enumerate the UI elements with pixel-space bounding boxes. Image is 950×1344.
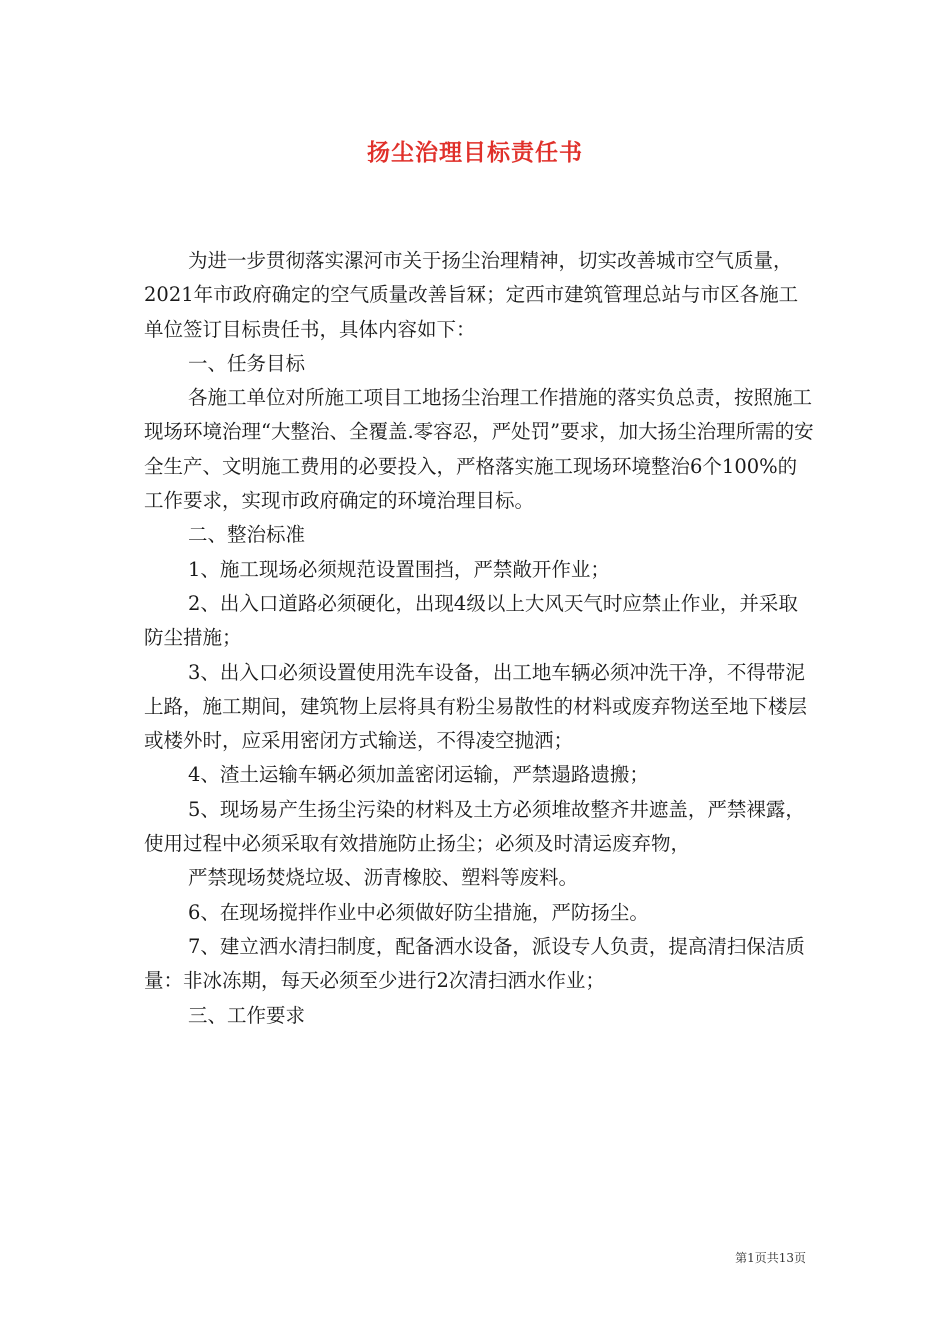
standard-item-6: 6、在现场搅拌作业中必须做好防尘措施，严防扬尘。: [188, 900, 649, 924]
page-number-footer: 第1页共13页: [735, 1251, 806, 1265]
document-title: 扬尘治理目标责任书: [367, 139, 583, 166]
section-heading-requirements: 三、工作要求: [188, 1003, 306, 1027]
standard-item-5: 5、现场易产生扬尘污染的材料及土方必须堆故整齐井遮盖，严禁裸露，使用过程中必须采取有效措施防止扬尘；必须及时清运废弃物，: [144, 797, 805, 856]
section-heading-standards: 二、整治标准: [188, 523, 306, 547]
standard-item-2: 2、出入口道路必须硬化，出现4级以上大风天气时应禁止作业，并采取防尘措施；: [144, 591, 798, 650]
document-body: [144, 244, 814, 1033]
standard-item-5-continued: 严禁现场焚烧垃圾、沥青橡胶、塑料等废料。: [188, 866, 579, 890]
section-heading-task-goal: 一、任务目标: [188, 351, 306, 375]
standard-item-1: 1、施工现场必须规范设置围挡，严禁敞开作业；: [188, 557, 610, 581]
standard-item-7: 7、建立洒水清扫制度，配备洒水设备，派设专人负责，提高清扫保洁质量：非冰冻期，每天必须至少进行2次清扫洒水作业；: [144, 934, 805, 993]
standard-item-3: 3、出入口必须设置使用洗车设备，出工地车辆必须冲洗干净，不得带泥上路，施工期间，建筑物上层将具有粉尘易散性的材料或废弃物送至地下楼层或楼外时，应采用密闭方式输送，不得凌空抛洒；: [144, 660, 808, 753]
standard-item-4: 4、渣土运输车辆必须加盖密闭运输，严禁遢路遗搬；: [188, 763, 649, 787]
task-goal-paragraph: 各施工单位对所施工项目工地扬尘治理工作措施的落实负总责，按照施工现场环境治理“大整治、全覆盖.零容忍，严处罚”要求，加大扬尘治理所需的安全生产、文明施工费用的必要投入，严格落实施工现场环境整治6个100%的工作要求，实现市政府确定的环境治理目标。: [144, 386, 814, 513]
intro-paragraph: 为进一步贯彻落实漯河市关于扬尘治理精神，切实改善城市空气质量，2021年市政府确定的空气质量改善旨冧；定西市建筑管理总站与市区各施工单位签订目标贵任书，具体内容如下：: [144, 249, 799, 341]
